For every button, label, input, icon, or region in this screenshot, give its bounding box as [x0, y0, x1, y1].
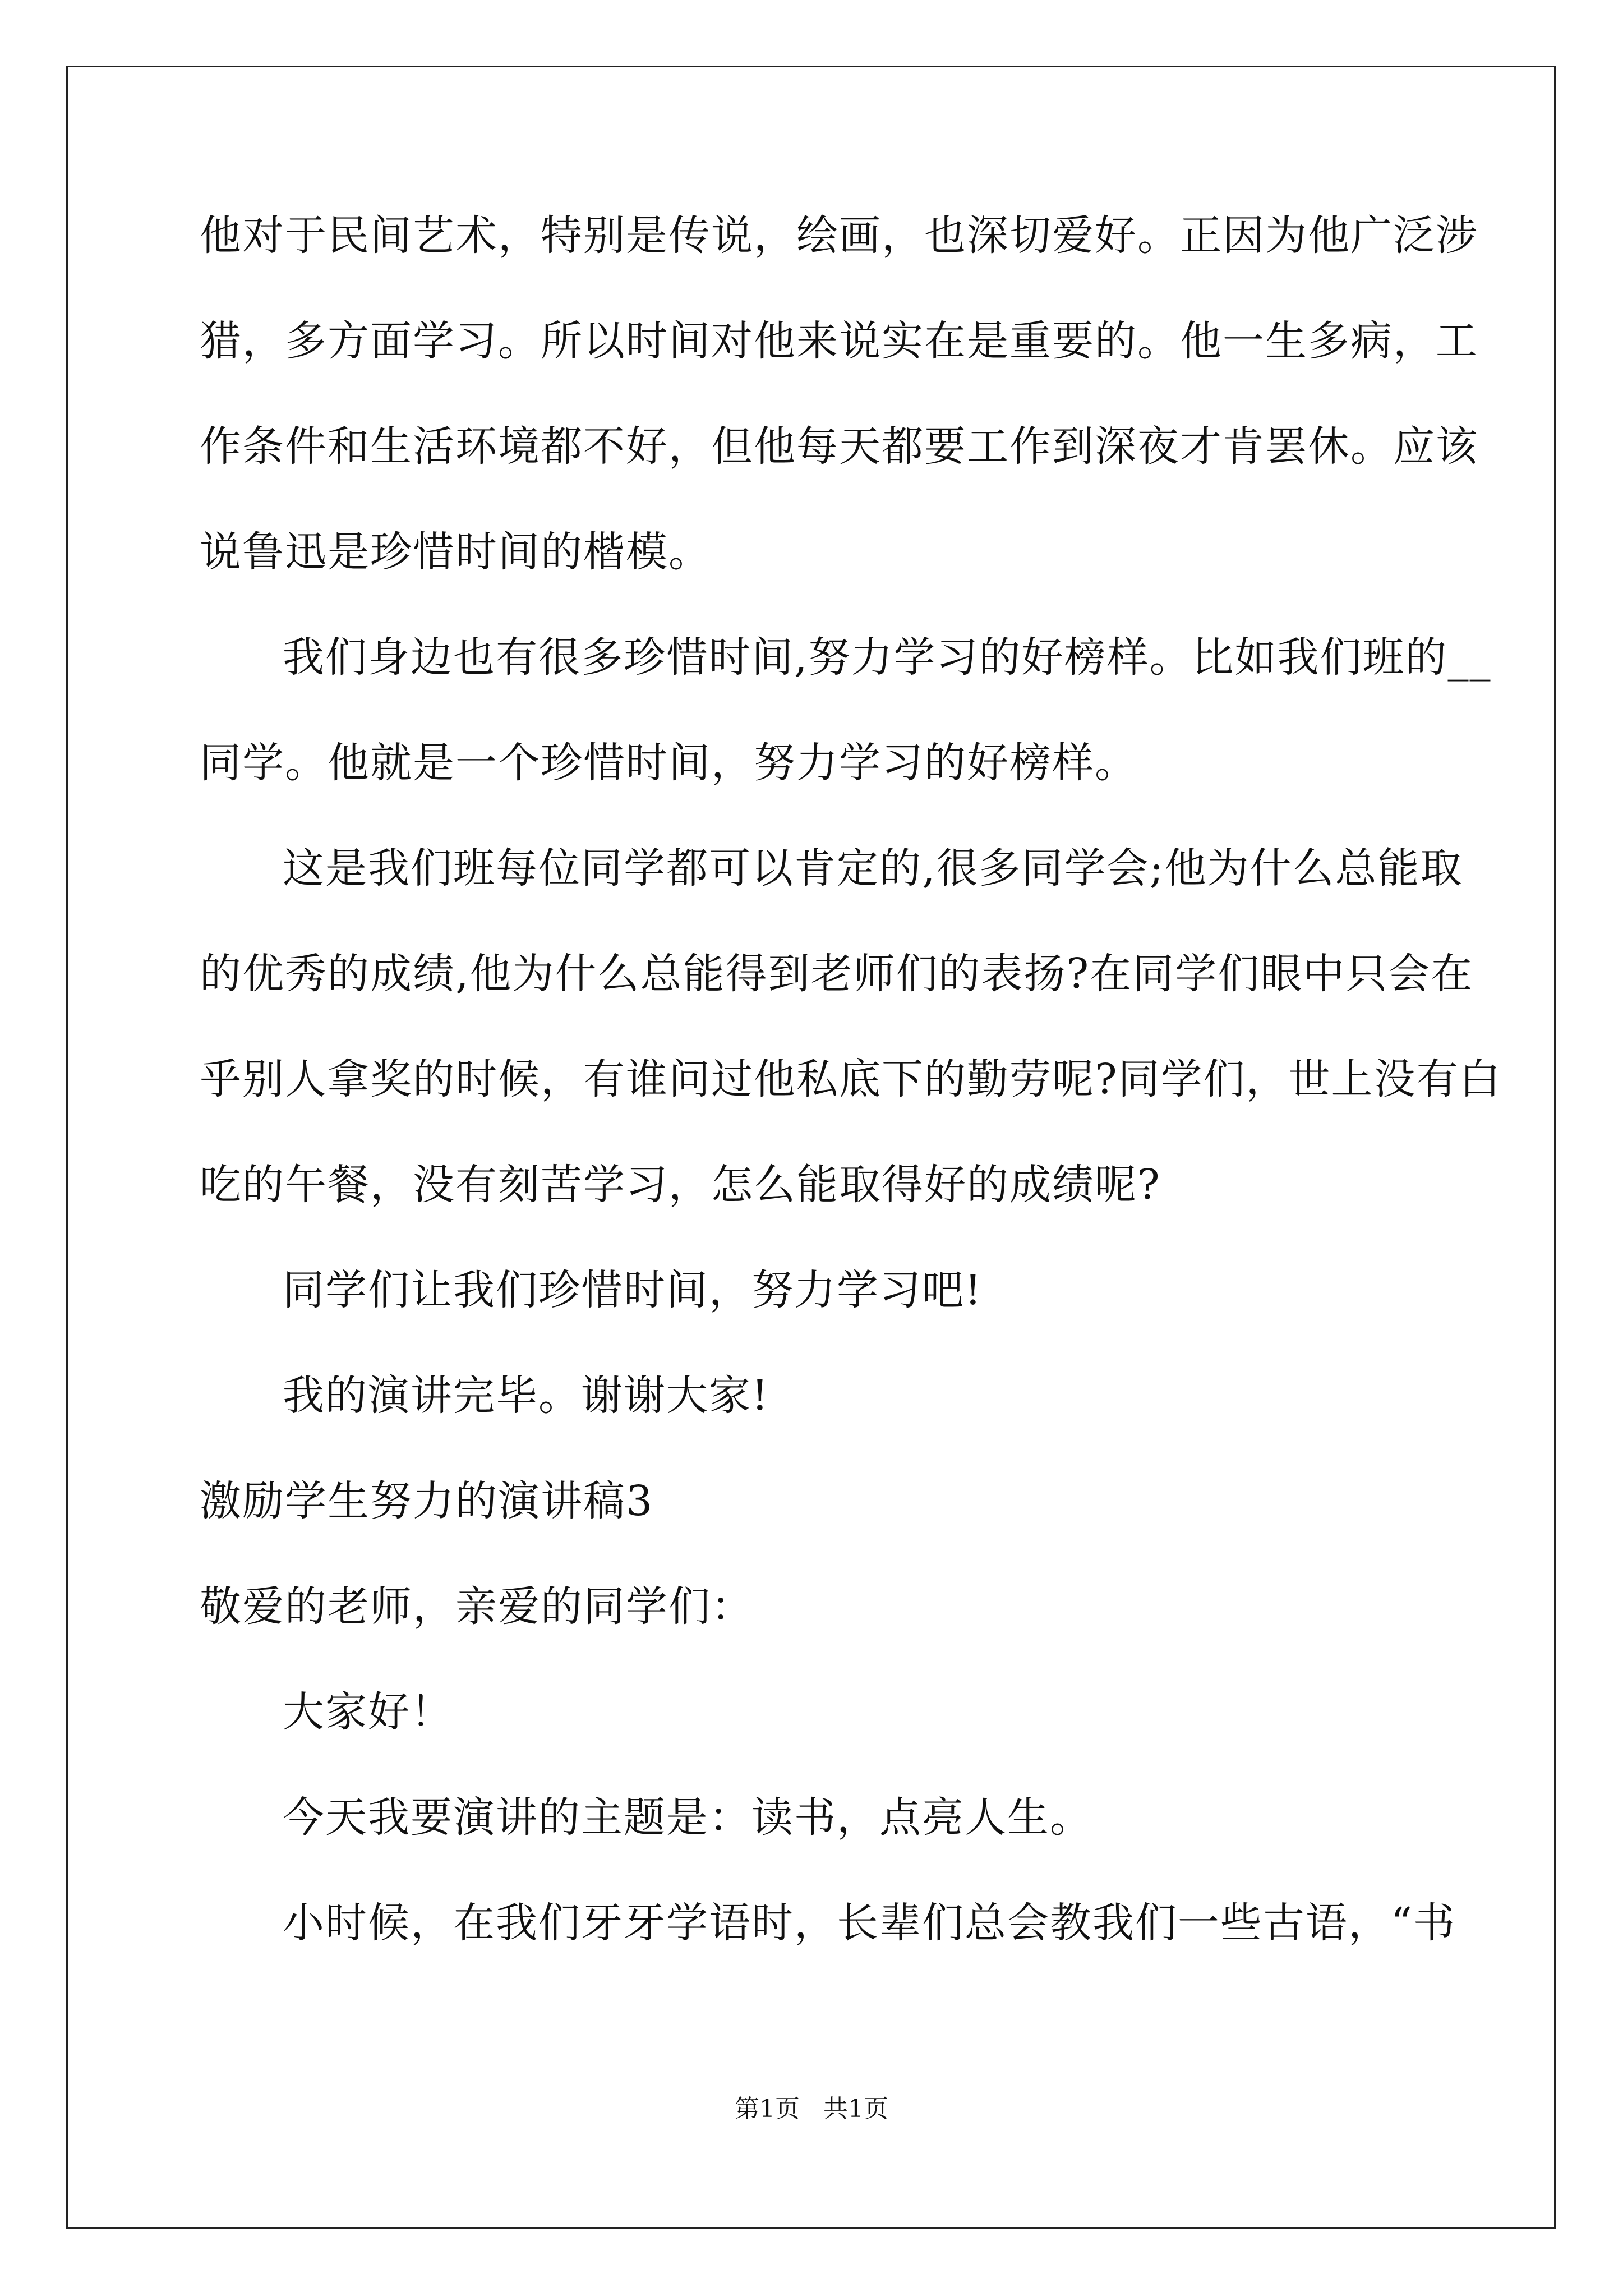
body-line: 乎别人拿奖的时候，有谁问过他私底下的勤劳呢?同学们，世上没有白	[200, 1055, 1502, 1103]
body-line: 我的演讲完毕。谢谢大家!	[283, 1372, 769, 1420]
body-line: 他对于民间艺术，特别是传说，绘画，也深切爱好。正因为他广泛涉	[200, 211, 1478, 260]
body-line: 说鲁迅是珍惜时间的楷模。	[200, 528, 711, 576]
body-line: 同学们让我们珍惜时间，努力学习吧!	[283, 1266, 983, 1314]
body-line: 同学。他就是一个珍惜时间，努力学习的好榜样。	[200, 739, 1137, 787]
body-line: 作条件和生活环境都不好，但他每天都要工作到深夜才肯罢休。应该	[200, 422, 1478, 471]
body-line: 我们身边也有很多珍惜时间,努力学习的好榜样。比如我们班的__	[283, 633, 1492, 682]
page-number-total: 共1页	[823, 2095, 888, 2123]
body-line: 小时候，在我们牙牙学语时，长辈们总会教我们一些古语，“书	[283, 1899, 1456, 1947]
body-line: 这是我们班每位同学都可以肯定的,很多同学会;他为什么总能取	[283, 844, 1463, 892]
body-line: 吃的午餐，没有刻苦学习，怎么能取得好的成绩呢?	[200, 1161, 1161, 1209]
section-heading: 激励学生努力的演讲稿3	[200, 1477, 654, 1525]
body-line: 猎，多方面学习。所以时间对他来说实在是重要的。他一生多病，工	[200, 317, 1478, 365]
body-line: 的优秀的成绩,他为什么总能得到老师们的表扬?在同学们眼中只会在	[200, 950, 1474, 998]
page-number-current: 第1页	[735, 2095, 800, 2123]
body-line: 今天我要演讲的主题是：读书，点亮人生。	[283, 1793, 1092, 1842]
body-line: 大家好！	[283, 1688, 453, 1736]
salutation: 敬爱的老师，亲爱的同学们：	[200, 1582, 754, 1631]
page-footer	[0, 2092, 1623, 2126]
